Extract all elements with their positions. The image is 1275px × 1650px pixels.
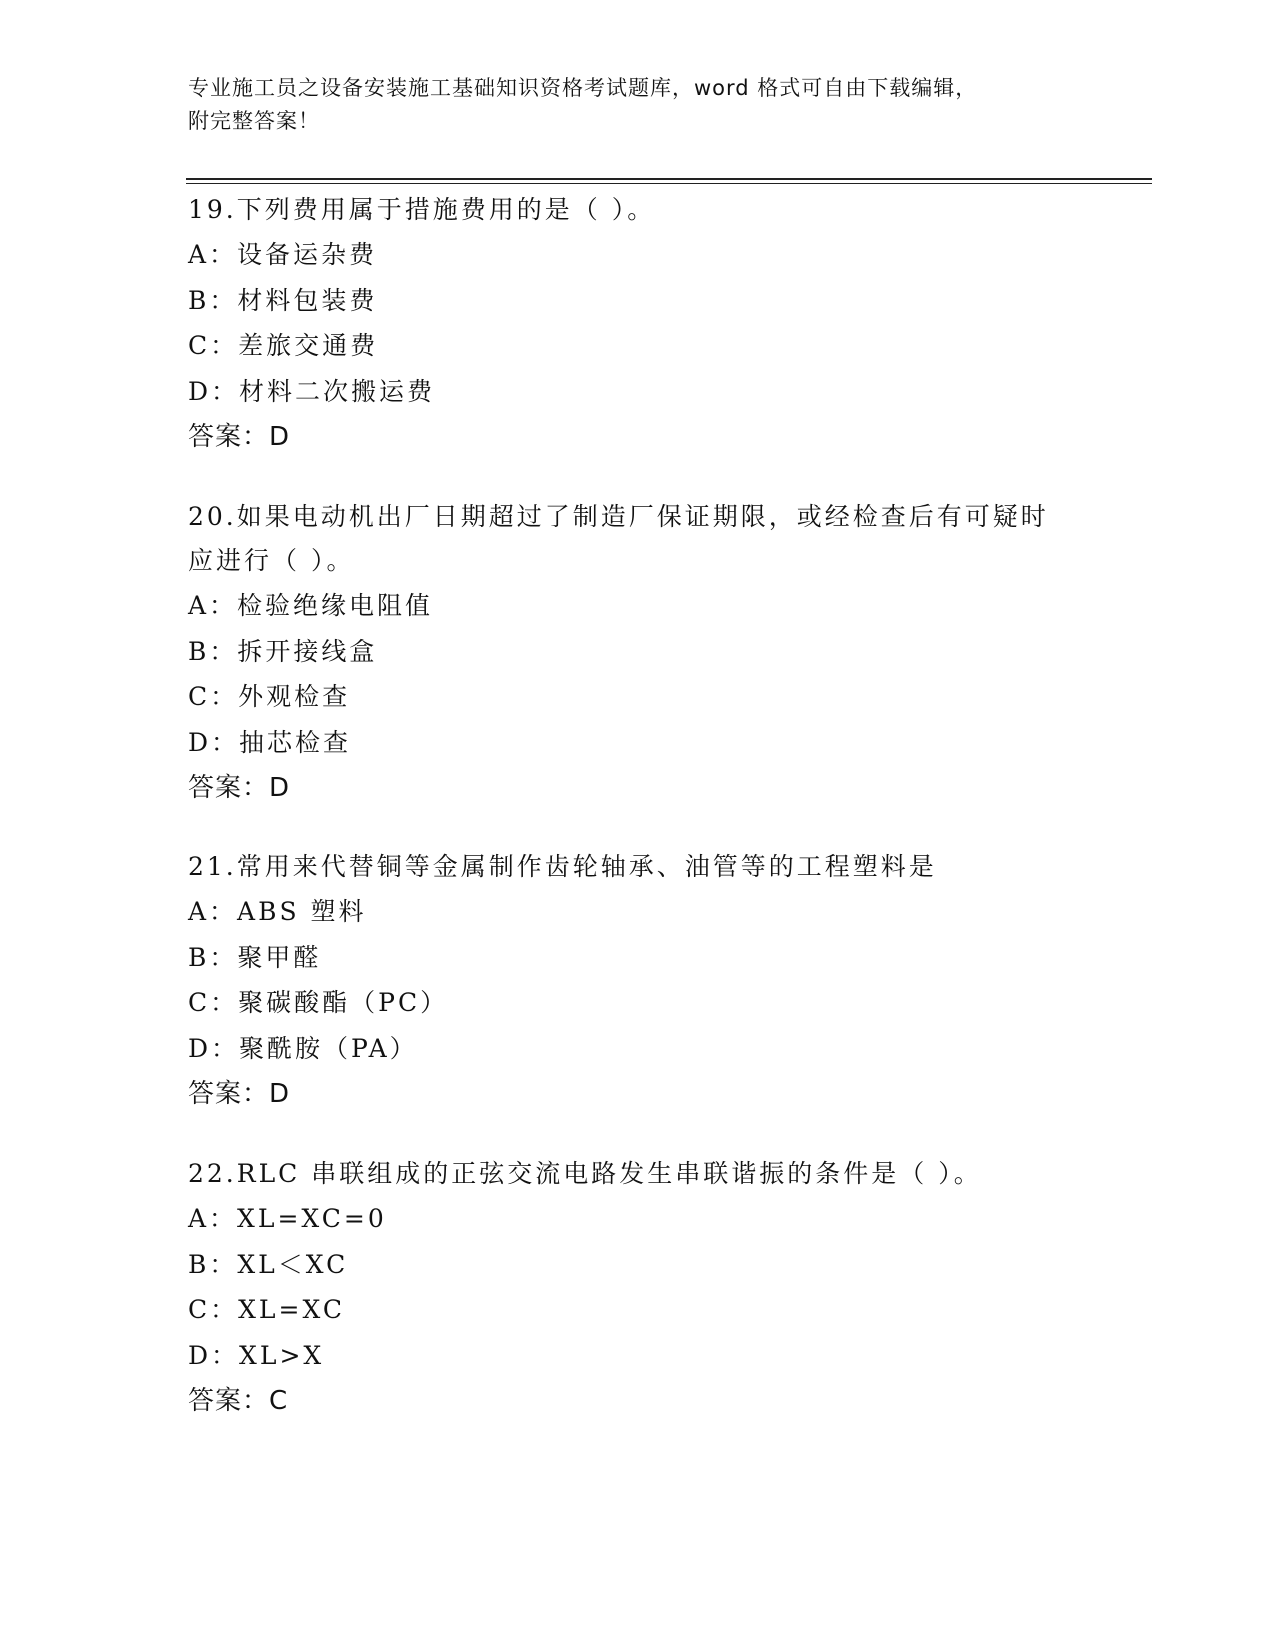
question-stem: 21.常用来代替铜等金属制作齿轮轴承、油管等的工程塑料是 <box>188 852 937 881</box>
question-stem: 22.RLC 串联组成的正弦交流电路发生串联谐振的条件是（ ）。 <box>188 1159 982 1188</box>
question-21 <box>188 845 1088 1117</box>
answer: 答案：D <box>188 422 291 452</box>
question-stem-continued: 应进行（ ）。 <box>188 546 355 575</box>
option-d: D：XL>X <box>188 1340 325 1370</box>
option-c: C：XL=XC <box>188 1295 345 1324</box>
option-d: D：抽芯检查 <box>188 727 352 757</box>
option-a: A：ABS 塑料 <box>188 897 367 926</box>
option-a: A：检验绝缘电阻值 <box>188 591 434 620</box>
option-b: B：拆开接线盒 <box>188 636 378 666</box>
question-stem: 19.下列费用属于措施费用的是（ ）。 <box>188 195 656 224</box>
header-divider-thin <box>186 183 1152 184</box>
option-c: C：外观检查 <box>188 682 351 711</box>
option-d: D：聚酰胺（PA） <box>188 1033 418 1063</box>
document-header <box>188 72 1068 138</box>
header-line-1: 专业施工员之设备安装施工基础知识资格考试题库，word 格式可自由下载编辑， <box>188 76 978 100</box>
question-22 <box>188 1152 1088 1424</box>
question-stem: 20.如果电动机出厂日期超过了制造厂保证期限，或经检查后有可疑时 <box>188 502 1049 531</box>
question-20 <box>188 495 1088 811</box>
answer: 答案：D <box>188 1079 291 1109</box>
option-b: B：聚甲醛 <box>188 942 322 972</box>
option-c: C：聚碳酸酯（PC） <box>188 988 449 1017</box>
option-b: B：材料包装费 <box>188 285 378 315</box>
header-line-2: 附完整答案！ <box>188 109 320 133</box>
question-19 <box>188 188 1088 460</box>
answer: 答案：D <box>188 773 291 803</box>
option-a: A：XL=XC=0 <box>188 1204 387 1233</box>
option-d: D：材料二次搬运费 <box>188 376 436 406</box>
answer: 答案：C <box>188 1386 289 1416</box>
option-c: C：差旅交通费 <box>188 331 379 360</box>
option-a: A：设备运杂费 <box>188 240 378 269</box>
option-b: B：XL＜XC <box>188 1249 349 1279</box>
header-divider-thick <box>186 178 1152 180</box>
